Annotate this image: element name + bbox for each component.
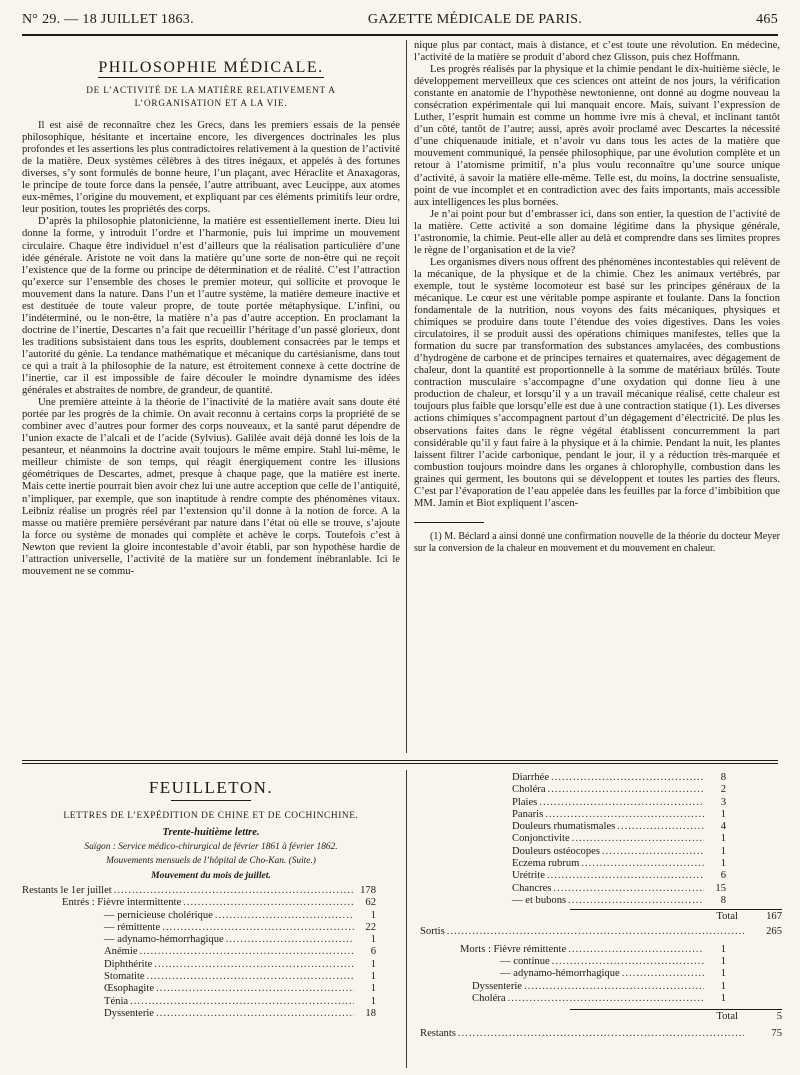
- footnote-rule: [414, 522, 484, 523]
- month-heading: Mouvement du mois de juillet.: [151, 870, 271, 881]
- leader-dots: [551, 772, 704, 784]
- leader-dots: [568, 944, 704, 956]
- table-row: [420, 883, 782, 895]
- row-value: 1: [720, 858, 726, 870]
- row-value: 1: [370, 995, 376, 1007]
- row-label: — rémittente: [104, 921, 161, 933]
- table-row: [22, 934, 400, 946]
- table-row: [22, 885, 400, 897]
- row-value: 1: [720, 943, 726, 955]
- leader-dots: [114, 885, 354, 897]
- feuilleton-subtitle: LETTRES DE L’EXPÉDITION DE CHINE ET DE COCHINCHINE.: [63, 811, 359, 821]
- row-value: 4: [720, 821, 726, 833]
- row-value: 18: [365, 1007, 376, 1019]
- row-label: Entrés : Fièvre intermittente: [62, 897, 182, 909]
- title-rule: [171, 800, 251, 801]
- table-row: [420, 772, 782, 784]
- row-label: Ténia: [104, 995, 129, 1007]
- total-deaths-row: Total 5: [420, 1009, 782, 1021]
- row-label: — adynamo-hémorrhagique: [500, 968, 620, 980]
- leader-dots: [147, 971, 354, 983]
- table-row: [420, 895, 782, 907]
- place-line: Saïgon : Service médico-chirurgical de février 1861 à février 1862.: [84, 842, 338, 852]
- table-row: [22, 971, 400, 983]
- left-column: [22, 40, 400, 753]
- table-row: [420, 797, 782, 809]
- leader-dots: [553, 883, 704, 895]
- table-row: [22, 1008, 400, 1020]
- paragraph: D’après la philosophie platonicienne, la matière est essentiellement inerte. Dieu lui donne la forme, y introduit l’ordre et l’harmonie, puis lui imprime un mouvement circulaire. Chaque être individuel n’est d’ailleurs que la réalisation particulière d’une idée générale. Aristote ne voit dans la matière qu’une sorte de non-être qui ne reçoit l’existence que de la forme ou principe de détermination et de réalité. C’est l’attraction qu’exerce sur l’ensemble des choses le premier moteur, qui sollicite et provoque le mouvement dans la nature. Dans l’un et l’autre système, la matière demeure inactive et est destituée de toute valeur propre, de toute portée métaphysique. L’infini, ou l’indéterminé, ou le non-être, la matière n’a pas d’autre acception. En proclamant la doctrine de l’inertie, Descartes n’a fait que recueillir l’héritage d’un passé glorieux, dont les traditions subsistaient dans tous les esprits, doublement consacrées par le temps et l’autorité du génie. La tendance mathématique et mécanique du cartésianisme, dans tout ce qui a trait à la philosophie de la nature, est étroitement connexe à cette doctrine de l’inertie, car il est impossible de faire découler le moindre dynamisme des idées générales et abstraites de nombre, de grandeur, de quantité.: [22, 216, 400, 397]
- entries-table: [22, 885, 400, 1020]
- leader-dots: [572, 833, 704, 845]
- leader-dots: [552, 956, 704, 968]
- leader-dots: [154, 959, 354, 971]
- feuilleton-left: [22, 770, 400, 1070]
- feuilleton-right: [420, 772, 782, 1070]
- leader-dots: [581, 858, 704, 870]
- row-label: Urétrite: [512, 870, 545, 882]
- leader-dots: [547, 870, 704, 882]
- column-divider: [406, 40, 407, 753]
- right-column: [414, 40, 780, 753]
- row-label: Stomatite: [104, 971, 145, 983]
- table-row: [420, 944, 782, 956]
- restants-row: Restants ..... 75: [420, 1028, 782, 1040]
- row-value: 6: [370, 946, 376, 958]
- table-row: [22, 959, 400, 971]
- row-label: Conjonctivite: [512, 833, 570, 845]
- feuilleton-rule: [22, 763, 778, 764]
- row-label: — adynamo-hémorrhagique: [104, 934, 224, 946]
- feuilleton-rule: [22, 760, 778, 761]
- table-row: [420, 809, 782, 821]
- row-value: 1: [720, 968, 726, 980]
- paragraph: nique plus par contact, mais à distance, et c’est toute une révolution. En médecine, l’activité de la matière se produit d’abord chez Glisson, puis chez Hoffmann.: [414, 40, 780, 64]
- table-row: [420, 981, 782, 993]
- row-value: 62: [365, 897, 376, 909]
- page-number: 465: [756, 12, 778, 27]
- row-value: 6: [720, 870, 726, 882]
- row-value: 1: [370, 971, 376, 983]
- row-value: 3: [720, 796, 726, 808]
- row-value: 1: [370, 958, 376, 970]
- table-row: [420, 956, 782, 968]
- row-value: 15: [715, 882, 726, 894]
- row-label: Dyssenterie: [472, 980, 523, 992]
- row-value: 178: [360, 885, 376, 896]
- page-header: [22, 12, 778, 36]
- row-label: Choléra: [472, 993, 506, 1005]
- feuilleton-divider: [406, 770, 407, 1068]
- row-label: Morts : Fièvre rémittente: [460, 943, 567, 955]
- row-value: 1: [720, 980, 726, 992]
- table-row: [22, 996, 400, 1008]
- row-value: 1: [720, 845, 726, 857]
- row-value: 8: [720, 894, 726, 906]
- table-row: [420, 833, 782, 845]
- row-label: Anémie: [104, 946, 138, 958]
- leader-dots: [130, 996, 354, 1008]
- total-row: Total 167: [420, 909, 782, 921]
- table-row: [420, 968, 782, 980]
- leader-dots: [548, 784, 704, 796]
- leader-dots: [617, 821, 704, 833]
- leader-dots: [539, 797, 704, 809]
- leader-dots: [568, 895, 704, 907]
- leader-dots: [622, 968, 704, 980]
- row-label: Restants le 1er juillet: [22, 885, 112, 896]
- article-subtitle: DE L’ACTIVITÉ DE LA MATIÈRE RELATIVEMENT A L’ORGANISATION ET A LA VIE.: [86, 85, 336, 109]
- table-row: [22, 983, 400, 995]
- issue-date: N° 29. — 18 JUILLET 1863.: [22, 12, 194, 27]
- row-value: 1: [720, 993, 726, 1005]
- row-value: 1: [720, 833, 726, 845]
- row-label: Douleurs rhumatismales: [512, 821, 616, 833]
- leader-dots: [545, 809, 704, 821]
- row-label: Panaris: [512, 808, 544, 820]
- table-row: [22, 922, 400, 934]
- row-value: 1: [370, 909, 376, 921]
- leader-dots: [602, 846, 704, 858]
- row-label: Œsophagite: [104, 983, 155, 995]
- table-row: [420, 993, 782, 1005]
- row-value: 1: [370, 934, 376, 946]
- table-row: [420, 784, 782, 796]
- sortis-row: Sortis ..... 265: [420, 926, 782, 938]
- row-label: Dyssenterie: [104, 1007, 155, 1019]
- table-row: [420, 858, 782, 870]
- movement-line: Mouvements mensuels de l’hôpital de Cho-Kan. (Suite.): [106, 856, 316, 866]
- paragraph: Les progrès réalisés par la physique et la chimie pendant le dix-huitième siècle, le développement merveilleux que ces sciences ont atteint de nos jours, la vérification constante en anatomie de l’hypothèse newtonienne, ont donné au dogme nouveau la consécration expérimentale qui lui manquait encore. Mais, suivant l’expression de Luther, l’esprit humain est comme un homme ivre mis à cheval, et inclinant tantôt d’un côté, tantôt de l’autre; aussi, après avoir proclamé avec Descartes la nécessité d’une chiquenaude initiale, et n’avoir vu dans tous les actes de la matière que mouvement communiqué, la pensée philosophique, par une évolution complète et un retour à l’atomisme primitif, n’a plus voulu reconnaître qu’une source unique d’activité, à savoir la matière elle-même. Telle est, du moins, la doctrine sensualiste, point de vue incomplet et en contradiction avec des faits importants, mais accessible aux intelligences les plus bornées.: [414, 64, 780, 208]
- row-label: Diphthérite: [104, 958, 153, 970]
- row-value: 1: [370, 983, 376, 995]
- table-row: [22, 897, 400, 909]
- letter-number: Trente-huitième lettre.: [162, 827, 260, 838]
- table-row: [22, 946, 400, 958]
- table-row: [420, 870, 782, 882]
- entries-table-continued: [420, 772, 782, 907]
- leader-dots: [162, 922, 354, 934]
- row-label: — pernicieuse cholérique: [104, 909, 213, 921]
- leader-dots: [215, 910, 354, 922]
- table-row: [420, 846, 782, 858]
- leader-dots: [140, 946, 354, 958]
- footnote: (1) M. Béclard a ainsi donné une confirmation nouvelle de la théorie du docteur Meyer sur la conversion de la chaleur en mouvement et du mouvement en chaleur.: [414, 530, 780, 554]
- row-label: — continue: [500, 956, 550, 968]
- leader-dots: [183, 897, 354, 909]
- leader-dots: [508, 993, 704, 1005]
- section-title: PHILOSOPHIE MÉDICALE.: [98, 59, 324, 76]
- row-label: Chancres: [512, 882, 552, 894]
- row-label: Choléra: [512, 784, 546, 796]
- row-value: 2: [720, 784, 726, 796]
- leader-dots: [524, 981, 704, 993]
- row-label: — et bubons: [512, 894, 567, 906]
- row-label: Diarrhée: [512, 772, 550, 783]
- header-rule: [22, 34, 778, 36]
- leader-dots: [156, 983, 354, 995]
- journal-title: GAZETTE MÉDICALE DE PARIS.: [367, 12, 583, 27]
- table-row: [22, 910, 400, 922]
- paragraph: Une première atteinte à la théorie de l’inactivité de la matière avait sans doute été portée par les progrès de la chimie. On avait reconnu à certains corps la propriété de se combiner avec d’autres pour former des corps nouveaux, et la santé parut dépendre de l’union exacte de l’alcali et de l’acide (Sylvius). Galilée avait déjà donné les lois de la pesanteur, et néanmoins la doctrine avait toujours le même empire. Stahl lui-même, le meilleur chimiste de son temps, qui réagit énergiquement contre les illusions géométriques de Descartes, admet, presque à chaque page, que la matière est inerte. Mais cette inertie pourrait bien avoir chez lui une autre acception que celle de l’antiquité, n’impliquer, par exemple, que son inaptitude à rendre compte des phénomènes vitaux. Leibniz réalise un progrès réel par l’extension qu’il donne à la notion de force. A la masse ou matière première persévérant par nature dans l’état où elle se trouve, s’ajoute la force ou système de monades qui complète et achève le corps. Toutefois c’est à Newton que revient la gloire incontestable d’avoir établi, par son hypothèse hardie de l’attraction universelle, l’activité de la matière sur un fondement inébranlable. Ici le mouvement ne se commu-: [22, 397, 400, 577]
- row-value: 22: [365, 921, 376, 933]
- paragraph: Il est aisé de reconnaître chez les Grecs, dans les premiers essais de la pensée philosophique, hésitante et incertaine encore, les divergences doctrinales les plus profondes et les assertions les plus contradictoires relativement à la question de l’activité de la matière. Deux systèmes célèbres à des titres inégaux, et appelés à des fortunes diverses, s’y sont formulés de bonne heure, l’un plaçant, avec Héraclite et Anaxagoras, le principe de toute force dans la pensée, l’autre attribuant, avec Leucippe, aux atomes eux-mêmes, l’origine du mouvement, et expliquant par ces éléments primitifs leur ordre, leur position, toutes les propriétés des corps.: [22, 120, 400, 216]
- row-value: 8: [720, 772, 726, 783]
- row-label: Douleurs ostéocopes: [512, 845, 600, 857]
- leader-dots: [226, 934, 354, 946]
- row-label: Eczema rubrum: [512, 858, 580, 870]
- row-label: Plaies: [512, 796, 538, 808]
- paragraph: Les organismes divers nous offrent des phénomènes incontestables qui relèvent de la mécanique, de la physique et de la chimie. Chez les animaux vertébrés, par exemple, tout le système locomoteur est basé sur les principes généraux de la mécanique. Le cœur est une véritable pompe aspirante et foulante. Dans la fonction fondamentale de la nutrition, nous voyons des faits mécaniques, physiques et chimiques se produire dans toute l’étendue des voies digestives. Dans les voies circulatoires, il se produit aussi des opérations chimiques manifestes, telles que la formation du sucre par transformation des substances amylacées, des combustions d’hydrogène de carbone et de principes ternaires et quaternaires, avec dégagement de chaleur, dont la quantité est proportionnelle à la somme de matériaux brûlés. Toute contraction musculaire s’accompagne d’une oxydation qui donne lieu à une production de chaleur, et lorsqu’il y a un travail mécanique réalisé, cette chaleur est toujours plus faible que lorsqu’elle est due à une contraction statique (1). Les diverses actions chimiques s’accompagnent partout d’un dégagement d’électricité. De plus les observations faites dans le règne végétal établissent concurremment la part considérable qu’il y faut faire à la physique et à la chimie. Pendant la nuit, les plantes laissent filtrer l’acide carbonique, pendant le jour, il y a réduction très-marquée et combustion toujours moindre dans les organes à chlorophylle, combustion dans les graines qui germent, les boutons qui se développent et toutes les parties des fleurs. C’est par l’évaporation de l’eau appelée dans les feuilles par la force d’imbibition que MM. Jamin et Biot expliquent l’ascen-: [414, 256, 780, 509]
- row-value: 1: [720, 808, 726, 820]
- table-row: [420, 821, 782, 833]
- deaths-table: [420, 944, 782, 1005]
- paragraph: Je n’ai point pour but d’embrasser ici, dans son entier, la question de l’activité de la matière. Cette activité a son domaine légitime dans la physique générale, l’astronomie, la chimie. Peut-elle aller au delà et comprendre dans ses limites propres le règne de l’organisation et de la vie?: [414, 208, 780, 256]
- leader-dots: [156, 1008, 354, 1020]
- row-value: 1: [720, 956, 726, 968]
- feuilleton-title: FEUILLETON.: [148, 778, 274, 797]
